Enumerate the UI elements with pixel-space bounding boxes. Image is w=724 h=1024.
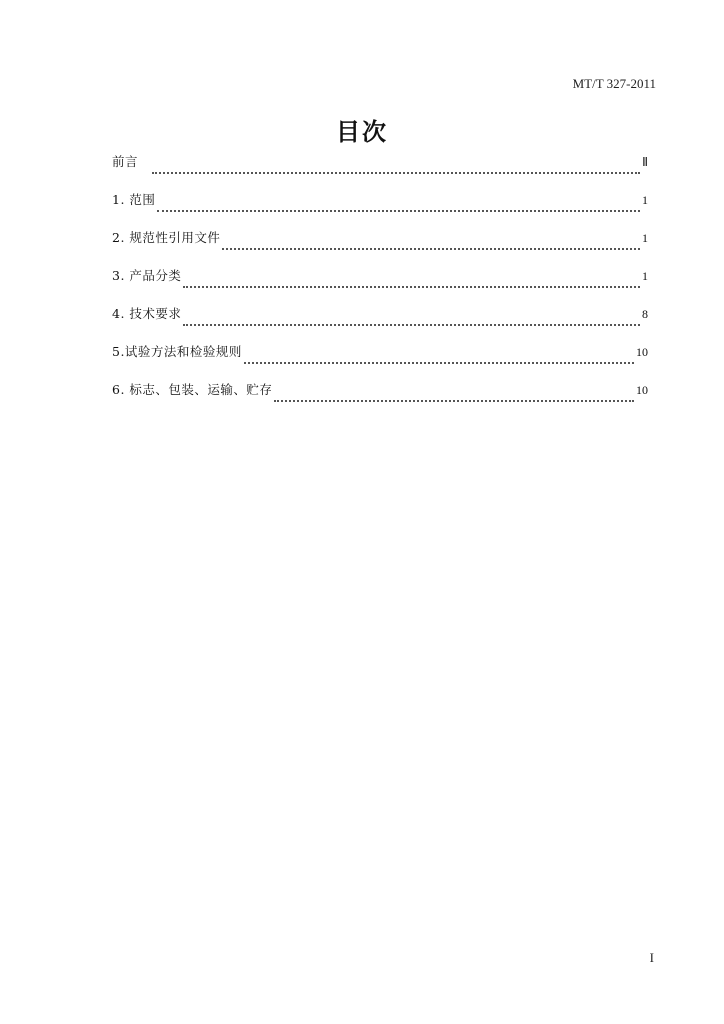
toc-entry-label: 前言 <box>112 154 139 169</box>
toc-entry-label: 3. 产品分类 <box>112 268 182 283</box>
toc-entry-page: 10 <box>636 345 648 359</box>
dot-leader <box>274 399 634 402</box>
page-title: 目次 <box>336 118 388 146</box>
toc-entry-label: 5.试验方法和检验规则 <box>112 344 242 359</box>
toc-entry-page: 1 <box>642 231 648 245</box>
toc-entry-page: 8 <box>642 307 648 321</box>
toc-entry-label: 2. 规范性引用文件 <box>112 230 221 245</box>
toc-entry-product-classification[interactable] <box>112 264 648 302</box>
toc-entry-page: Ⅱ <box>642 155 648 169</box>
dot-leader <box>183 323 640 326</box>
toc-entry-test-methods[interactable] <box>112 340 648 378</box>
toc-entry-label: 1. 范围 <box>112 192 156 207</box>
toc-entry-foreword[interactable] <box>112 150 648 188</box>
dot-leader <box>157 209 640 212</box>
toc-entry-technical-requirements[interactable] <box>112 302 648 340</box>
table-of-contents <box>112 150 648 416</box>
dot-leader <box>244 361 634 364</box>
toc-entry-page: 10 <box>636 383 648 397</box>
standard-code: MT/T 327-2011 <box>572 76 656 91</box>
toc-entry-page: 1 <box>642 193 648 207</box>
dot-leader <box>222 247 640 250</box>
toc-entry-label: 6. 标志、包装、运输、贮存 <box>112 382 273 397</box>
dot-leader <box>152 171 640 174</box>
toc-entry-label: 4. 技术要求 <box>112 306 182 321</box>
toc-entry-page: 1 <box>642 269 648 283</box>
toc-entry-marking-packaging[interactable] <box>112 378 648 416</box>
dot-leader <box>183 285 640 288</box>
toc-entry-normative-references[interactable] <box>112 226 648 264</box>
page-number: I <box>649 950 654 965</box>
toc-entry-scope[interactable] <box>112 188 648 226</box>
